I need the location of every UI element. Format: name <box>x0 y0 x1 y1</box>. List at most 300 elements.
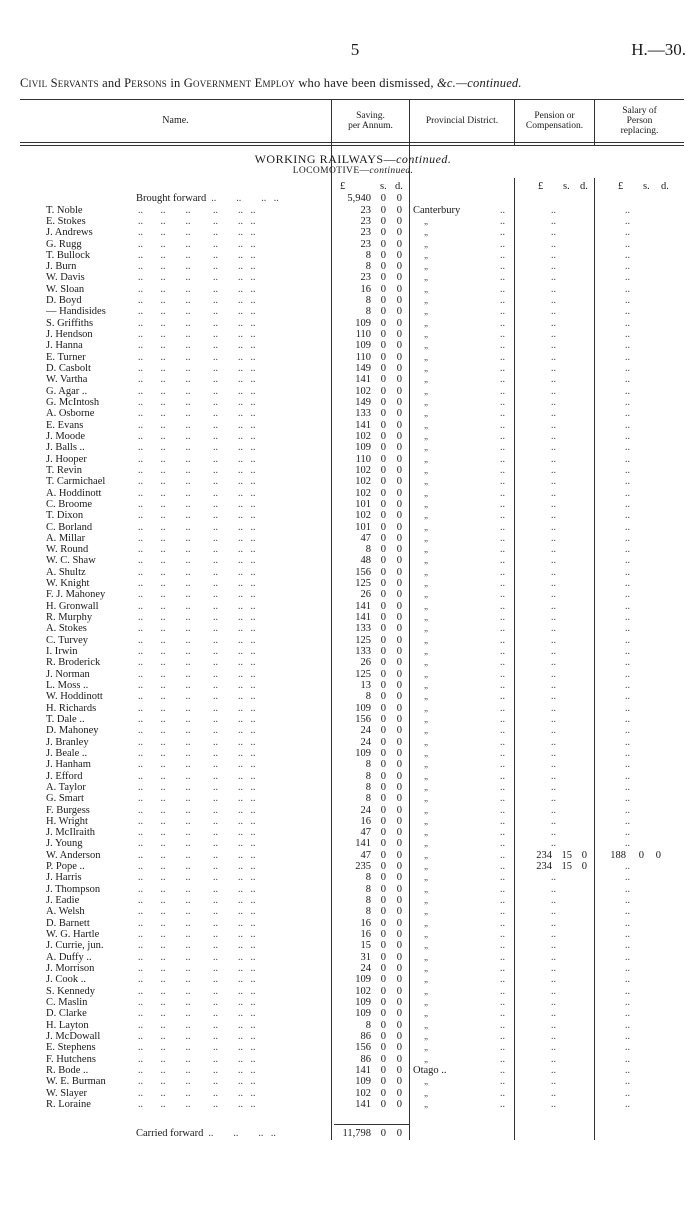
leader-dots: .. <box>500 679 505 691</box>
row-saving-shillings: 0 <box>380 374 386 386</box>
row-name: C. Turvey <box>46 634 89 646</box>
leader-dots: .. <box>500 476 505 488</box>
row-salary-empty: .. <box>625 521 630 533</box>
row-saving-shillings: 0 <box>380 634 386 646</box>
row-saving-shillings: 0 <box>380 476 386 488</box>
leader-dots: .. <box>500 1030 505 1042</box>
row-name: E. Stokes <box>46 215 86 227</box>
row-salary-empty: .. <box>625 940 630 952</box>
row-saving-shillings: 0 <box>380 272 386 284</box>
row-district: „ <box>424 566 428 577</box>
brought-forward-pounds: 5,940 <box>347 193 371 204</box>
row-district: „ <box>424 430 428 441</box>
row-saving-shillings: 0 <box>380 385 386 397</box>
row-saving-pence: 0 <box>396 204 402 216</box>
row-saving-pence: 0 <box>396 340 402 352</box>
row-saving-shillings: 0 <box>380 736 386 748</box>
row-district: „ <box>424 725 428 736</box>
leader-dots: .. .. .. .. .. .. <box>138 464 256 476</box>
row-salary-empty: .. <box>625 702 630 714</box>
row-saving-pence: 0 <box>396 566 402 578</box>
row-saving-pence: 0 <box>396 929 402 940</box>
leader-dots: .. .. .. .. .. .. <box>138 589 256 601</box>
leader-dots: .. .. .. .. .. .. <box>138 725 256 737</box>
row-name: R. Murphy <box>46 612 93 623</box>
row-saving-shillings: 0 <box>380 781 386 793</box>
row-name: G. McIntosh <box>46 396 100 408</box>
row-salary-empty: .. <box>625 600 630 612</box>
leader-dots: .. .. .. .. .. .. <box>138 521 256 533</box>
leader-dots: .. .. .. .. .. .. <box>138 974 256 986</box>
row-saving-shillings: 0 <box>380 396 386 408</box>
row-district: „ <box>424 996 428 1007</box>
row-saving-shillings: 0 <box>380 464 386 476</box>
row-saving-pence: 0 <box>396 249 402 261</box>
leader-dots: .. <box>500 736 505 748</box>
row-district: „ <box>424 329 428 339</box>
row-saving-pence: 0 <box>396 464 402 476</box>
leader-dots: .. <box>500 781 505 793</box>
row-saving-shillings: 0 <box>380 623 386 635</box>
row-saving-pounds: 149 <box>355 396 371 408</box>
leader-dots: .. .. .. .. .. .. <box>138 419 256 431</box>
row-saving-pounds: 26 <box>360 589 371 601</box>
column-rule <box>514 178 515 1140</box>
title-part: &c.—continued. <box>436 76 522 90</box>
leader-dots: .. <box>500 1098 505 1110</box>
brought-forward-pence: 0 <box>396 193 402 204</box>
row-saving-pounds: 141 <box>355 612 371 623</box>
leader-dots: .. .. .. .. .. .. <box>138 487 256 499</box>
leader-dots: .. .. .. .. .. .. <box>138 1098 256 1110</box>
leader-dots: .. <box>500 906 505 918</box>
row-district: „ <box>424 396 428 407</box>
row-salary-empty: .. <box>625 736 630 748</box>
row-name: J. Currie, jun. <box>46 940 104 952</box>
row-name: — Handisides <box>46 306 106 318</box>
row-saving-shillings: 0 <box>380 249 386 261</box>
row-saving-shillings: 0 <box>380 453 386 465</box>
row-name: J. Young <box>46 838 83 850</box>
leader-dots: .. .. .. .. .. .. <box>138 295 256 307</box>
row-pension-empty: .. <box>551 940 556 952</box>
row-district: „ <box>424 295 428 306</box>
row-saving-pounds: 102 <box>355 464 371 476</box>
row-saving-pence: 0 <box>396 374 402 386</box>
row-salary-empty: .. <box>625 453 630 465</box>
row-saving-pence: 0 <box>396 238 402 250</box>
leader-dots: .. .. .. .. .. .. <box>138 396 256 408</box>
row-name: J. Eadie <box>46 895 80 906</box>
row-district: „ <box>424 906 428 917</box>
section-text: continued. <box>396 152 452 166</box>
row-district: „ <box>424 793 428 804</box>
row-district: „ <box>424 272 428 283</box>
row-pension-empty: .. <box>551 521 556 533</box>
leader-dots: .. .. .. .. .. .. <box>138 815 256 827</box>
row-saving-pence: 0 <box>396 962 402 974</box>
row-saving-pence: 0 <box>396 227 402 239</box>
row-pension-empty: .. <box>551 215 556 227</box>
row-name: W. G. Hartle <box>46 929 100 940</box>
row-name: D. Casbolt <box>46 363 91 374</box>
row-name: H. Layton <box>46 1019 89 1031</box>
leader-dots: .. <box>500 351 505 363</box>
row-name: J. McDowall <box>46 1030 101 1042</box>
row-pension-empty: .. <box>551 227 556 239</box>
row-saving-pounds: 133 <box>355 623 371 635</box>
page-number: 5 <box>350 40 360 59</box>
row-saving-shillings: 0 <box>380 679 386 691</box>
row-saving-shillings: 0 <box>380 962 386 974</box>
row-saving-pence: 0 <box>396 261 402 273</box>
row-saving-pounds: 86 <box>360 1030 371 1042</box>
row-saving-pence: 0 <box>396 329 402 340</box>
leader-dots: .. .. .. .. .. .. <box>138 702 256 714</box>
unit-pence: d. <box>661 181 669 192</box>
row-saving-shillings: 0 <box>380 589 386 601</box>
leader-dots: .. .. .. .. .. .. <box>138 951 256 963</box>
leader-dots: .. <box>500 498 505 510</box>
row-saving-pence: 0 <box>396 555 402 567</box>
row-district: „ <box>424 351 428 362</box>
row-saving-pounds: 47 <box>360 532 371 544</box>
row-name: H. Gronwall <box>46 600 99 612</box>
leader-dots: .. <box>500 261 505 273</box>
row-saving-shillings: 0 <box>380 668 386 680</box>
row-pension-empty: .. <box>551 747 556 759</box>
row-saving-pence: 0 <box>396 781 402 793</box>
row-saving-shillings: 0 <box>380 1030 386 1042</box>
row-saving-pence: 0 <box>396 306 402 318</box>
row-saving-pounds: 102 <box>355 385 371 397</box>
row-saving-shillings: 0 <box>380 351 386 363</box>
row-saving-shillings: 0 <box>380 951 386 963</box>
row-district: „ <box>424 668 428 679</box>
row-name: W. Knight <box>46 578 90 590</box>
leader-dots: .. <box>500 396 505 408</box>
header-bottom-rule-double <box>20 145 684 146</box>
leader-dots: .. <box>500 895 505 906</box>
row-name: J. Harris <box>46 872 82 884</box>
row-saving-shillings: 0 <box>380 227 386 239</box>
row-saving-pence: 0 <box>396 895 402 906</box>
row-district: „ <box>424 510 428 521</box>
row-name: A. Taylor <box>46 781 86 793</box>
row-saving-pence: 0 <box>396 804 402 816</box>
leader-dots: .. <box>500 555 505 567</box>
row-saving-pounds: 156 <box>355 566 371 578</box>
row-pension-empty: .. <box>551 623 556 635</box>
leader-dots: .. .. .. .. .. .. <box>138 996 256 1008</box>
leader-dots: .. <box>500 646 505 657</box>
row-pension-empty: .. <box>551 249 556 261</box>
row-saving-pounds: 8 <box>365 793 371 805</box>
row-pension-empty: .. <box>551 646 556 657</box>
row-saving-pence: 0 <box>396 521 402 533</box>
row-saving-shillings: 0 <box>380 1087 386 1099</box>
row-salary-empty: .. <box>625 646 630 657</box>
row-saving-pounds: 47 <box>360 827 371 839</box>
row-saving-pounds: 8 <box>365 906 371 918</box>
leader-dots: .. .. .. .. .. .. <box>138 1064 256 1076</box>
row-pension-empty: .. <box>551 566 556 578</box>
row-pension-empty: .. <box>551 929 556 940</box>
leader-dots: .. <box>500 657 505 669</box>
row-saving-shillings: 0 <box>380 408 386 420</box>
subsection-text: LOCOMOTIVE— <box>292 166 370 176</box>
row-name: D. Mahoney <box>46 725 99 737</box>
row-saving-shillings: 0 <box>380 578 386 590</box>
row-saving-pence: 0 <box>396 1098 402 1110</box>
row-district: „ <box>424 532 428 543</box>
row-pension-empty: .. <box>551 476 556 488</box>
row-saving-pounds: 235 <box>355 861 371 873</box>
leader-dots: .. <box>500 974 505 986</box>
header-line: Compensation. <box>525 121 584 131</box>
column-header-pension <box>515 111 594 131</box>
row-saving-shillings: 0 <box>380 1053 386 1065</box>
leader-dots: .. .. .. .. .. .. <box>138 317 256 329</box>
leader-dots: .. .. .. .. .. .. <box>138 781 256 793</box>
row-salary-empty: .. <box>625 1019 630 1031</box>
row-pension-empty: .. <box>551 917 556 929</box>
row-district: „ <box>424 261 428 272</box>
row-pension-empty: .. <box>551 612 556 623</box>
leader-dots: .. .. .. .. .. .. <box>138 1087 256 1099</box>
header-line: replacing. <box>620 126 659 136</box>
row-saving-pounds: 125 <box>355 634 371 646</box>
row-name: T. Noble <box>46 204 83 216</box>
row-salary-empty: .. <box>625 657 630 669</box>
row-district: „ <box>424 634 428 645</box>
row-salary-empty: .. <box>625 906 630 918</box>
row-saving-shillings: 0 <box>380 419 386 431</box>
row-saving-pence: 0 <box>396 691 402 703</box>
row-saving-pence: 0 <box>396 634 402 646</box>
row-salary-empty: .. <box>625 691 630 703</box>
header-line: Person <box>626 116 653 126</box>
row-salary-empty: .. <box>625 679 630 691</box>
unit-shillings: s. <box>380 181 387 192</box>
row-saving-pence: 0 <box>396 940 402 952</box>
row-name: J. Efford <box>46 770 83 782</box>
row-saving-pounds: 48 <box>360 555 371 567</box>
row-saving-shillings: 0 <box>380 1076 386 1088</box>
row-salary-empty: .. <box>625 374 630 386</box>
row-district: „ <box>424 498 428 509</box>
leader-dots: .. <box>500 612 505 623</box>
row-saving-pounds: 133 <box>355 408 371 420</box>
row-salary-empty: .. <box>625 430 630 442</box>
row-district: „ <box>424 861 428 872</box>
row-saving-pence: 0 <box>396 759 402 771</box>
row-saving-pence: 0 <box>396 736 402 748</box>
row-name: J. Hanna <box>46 340 83 352</box>
row-salary-empty: .. <box>625 759 630 771</box>
carried-forward-text: Carried forward <box>136 1128 204 1139</box>
row-saving-pounds: 24 <box>360 736 371 748</box>
row-district: „ <box>424 713 428 724</box>
row-saving-pence: 0 <box>396 476 402 488</box>
row-salary-empty: .. <box>625 872 630 884</box>
header-line: per Annum. <box>348 121 393 131</box>
leader-dots: .. .. .. .. .. .. <box>138 612 256 623</box>
row-district: „ <box>424 419 428 430</box>
leader-dots: .. <box>500 521 505 533</box>
leader-dots: .. <box>500 385 505 397</box>
row-saving-pence: 0 <box>396 442 402 454</box>
row-salary-empty: .. <box>625 770 630 782</box>
leader-dots: .. .. .. .. .. .. <box>138 555 256 567</box>
row-saving-shillings: 0 <box>380 1064 386 1076</box>
leader-dots: .. <box>500 1042 505 1054</box>
row-saving-pounds: 15 <box>360 940 371 952</box>
row-saving-pence: 0 <box>396 487 402 499</box>
row-name: W. Round <box>46 544 89 556</box>
title-part: and <box>98 76 125 90</box>
column-header-salary <box>595 106 684 136</box>
row-pension-empty: .. <box>551 442 556 454</box>
row-saving-pence: 0 <box>396 985 402 997</box>
row-district: „ <box>424 600 428 611</box>
row-district: „ <box>424 544 428 555</box>
row-saving-pence: 0 <box>396 351 402 363</box>
column-rule <box>409 99 410 1140</box>
row-saving-shillings: 0 <box>380 295 386 307</box>
row-district: „ <box>424 1030 428 1041</box>
row-name: W. C. Shaw <box>46 555 96 567</box>
row-district: „ <box>424 476 428 487</box>
leader-dots: .. <box>500 408 505 420</box>
row-district: „ <box>424 985 428 996</box>
header-bottom-rule <box>20 142 684 143</box>
row-saving-shillings: 0 <box>380 646 386 657</box>
row-salary-empty: .. <box>625 634 630 646</box>
row-name: J. Burn <box>46 261 77 273</box>
row-name: T. Dixon <box>46 510 84 522</box>
row-saving-pounds: 156 <box>355 1042 371 1054</box>
row-saving-pence: 0 <box>396 363 402 374</box>
row-saving-shillings: 0 <box>380 215 386 227</box>
row-pension-pounds: 234 <box>536 861 552 873</box>
title-part: Persons <box>124 76 168 90</box>
row-name: F. Burgess <box>46 804 90 816</box>
leader-dots: .. <box>500 453 505 465</box>
row-salary-empty: .. <box>625 510 630 522</box>
row-pension-empty: .. <box>551 430 556 442</box>
leader-dots: .. .. .. .. .. .. <box>138 238 256 250</box>
row-saving-pence: 0 <box>396 623 402 635</box>
leader-dots: .. .. .. .. .. .. <box>138 736 256 748</box>
leader-dots: .. .. .. .. .. .. <box>138 713 256 725</box>
row-saving-pounds: 125 <box>355 668 371 680</box>
column-header-saving <box>332 111 409 131</box>
row-name: J. Cook .. <box>46 974 86 986</box>
leader-dots: .. .. .. .. .. .. <box>138 215 256 227</box>
row-saving-shillings: 0 <box>380 363 386 374</box>
leader-dots: .. <box>500 329 505 340</box>
leader-dots: .. .. .. .. .. .. <box>138 385 256 397</box>
row-saving-pence: 0 <box>396 702 402 714</box>
row-pension-empty: .. <box>551 1042 556 1054</box>
row-pension-pence: 0 <box>581 861 587 873</box>
row-salary-empty: .. <box>625 578 630 590</box>
leader-dots: .. <box>500 759 505 771</box>
row-saving-pence: 0 <box>396 453 402 465</box>
row-salary-empty: .. <box>625 419 630 431</box>
row-name: W. Slayer <box>46 1087 88 1099</box>
row-district: „ <box>424 929 428 939</box>
row-pension-empty: .. <box>551 272 556 284</box>
row-pension-empty: .. <box>551 996 556 1008</box>
row-name: J. Hendson <box>46 329 93 340</box>
row-district: „ <box>424 883 428 894</box>
row-pension-empty: .. <box>551 713 556 725</box>
row-saving-pounds: 109 <box>355 1008 371 1020</box>
leader-dots: .. <box>500 770 505 782</box>
row-district: „ <box>424 804 428 815</box>
leader-dots: .. .. .. .. .. .. <box>138 351 256 363</box>
row-pension-empty: .. <box>551 827 556 839</box>
row-saving-pounds: 141 <box>355 1064 371 1076</box>
row-district: „ <box>424 521 428 532</box>
row-salary-pence: 0 <box>655 849 661 861</box>
leader-dots: .. <box>500 566 505 578</box>
unit-shillings: s. <box>563 181 570 192</box>
leader-dots: .. .. .. .. .. .. <box>138 872 256 884</box>
leader-dots: .. <box>500 917 505 929</box>
row-district: „ <box>424 917 428 928</box>
row-saving-pence: 0 <box>396 1053 402 1065</box>
leader-dots: .. .. .. .. .. .. <box>138 849 256 861</box>
row-salary-empty: .. <box>625 725 630 737</box>
row-name: A. Duffy .. <box>46 951 92 963</box>
row-saving-pounds: 102 <box>355 510 371 522</box>
leader-dots: .. <box>500 815 505 827</box>
row-salary-empty: .. <box>625 815 630 827</box>
row-saving-pounds: 102 <box>355 487 371 499</box>
row-pension-empty: .. <box>551 419 556 431</box>
row-saving-pence: 0 <box>396 396 402 408</box>
column-header-name: Name. <box>162 115 189 126</box>
row-saving-shillings: 0 <box>380 838 386 850</box>
row-saving-shillings: 0 <box>380 883 386 895</box>
row-name: C. Broome <box>46 498 93 510</box>
row-saving-pence: 0 <box>396 713 402 725</box>
row-salary-empty: .. <box>625 340 630 352</box>
row-saving-pence: 0 <box>396 872 402 884</box>
leader-dots: .. <box>500 713 505 725</box>
row-pension-empty: .. <box>551 895 556 906</box>
column-rule <box>331 99 332 1140</box>
row-pension-pence: 0 <box>581 849 587 861</box>
row-saving-pence: 0 <box>396 827 402 839</box>
row-saving-shillings: 0 <box>380 1098 386 1110</box>
row-saving-pounds: 102 <box>355 476 371 488</box>
row-name: W. Sloan <box>46 283 85 295</box>
row-pension-empty: .. <box>551 679 556 691</box>
row-saving-pence: 0 <box>396 544 402 556</box>
row-district: „ <box>424 1008 428 1019</box>
row-district: „ <box>424 872 428 883</box>
row-district: „ <box>424 702 428 713</box>
row-saving-shillings: 0 <box>380 612 386 623</box>
row-saving-pence: 0 <box>396 1030 402 1042</box>
column-rule <box>594 178 595 1140</box>
row-district: „ <box>424 815 428 826</box>
row-pension-empty: .. <box>551 1098 556 1110</box>
